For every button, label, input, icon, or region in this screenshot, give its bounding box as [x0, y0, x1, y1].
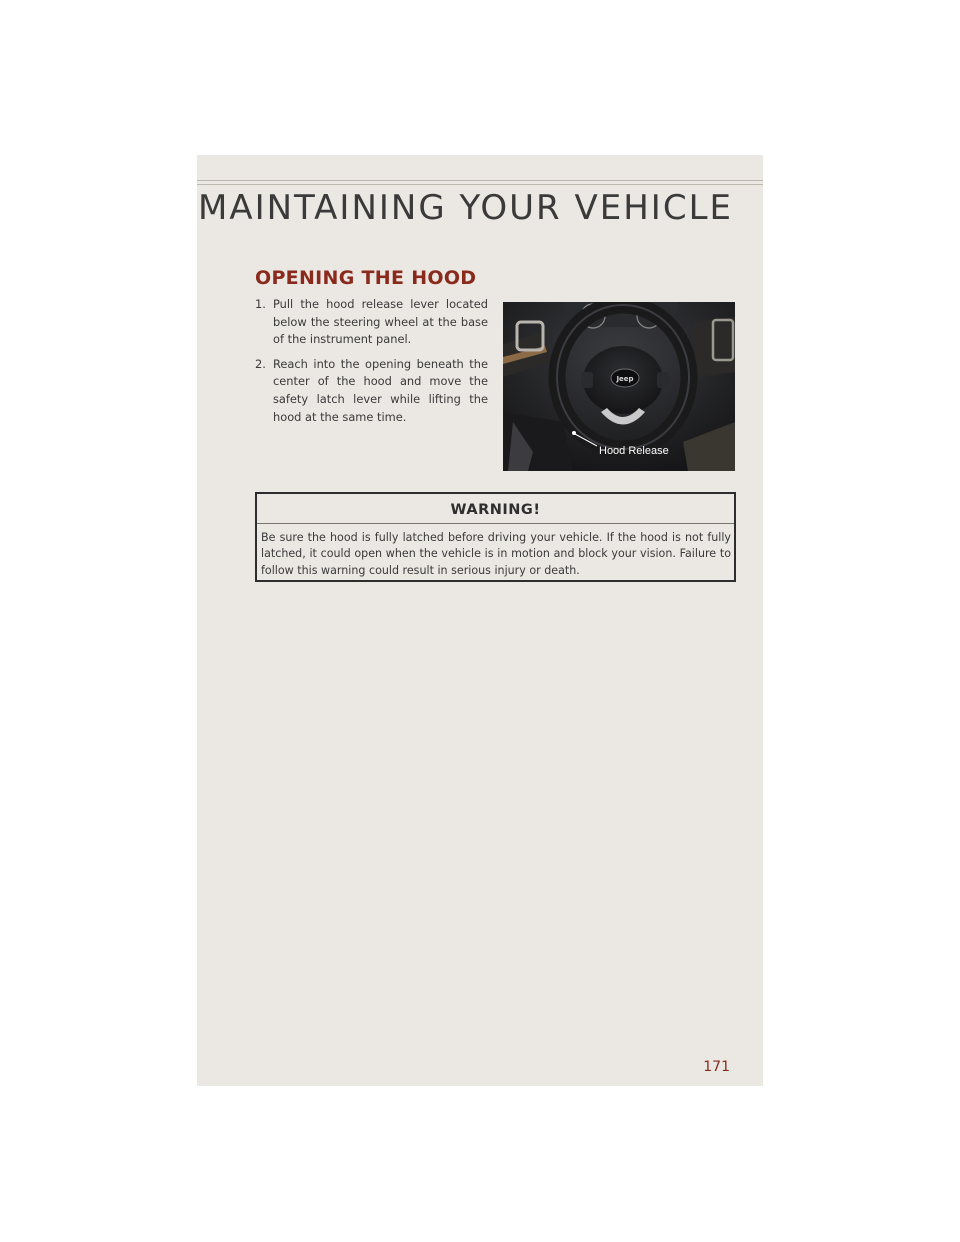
header-rule-bottom	[197, 184, 763, 185]
warning-text: Be sure the hood is fully latched before driving your vehicle. If the hood is not fully latched, it could open when the vehicle is in motion and block your vision. Failure to follow this warning could result in serious injury or death.	[261, 531, 731, 577]
steering-wheel-illustration	[503, 302, 735, 471]
topic-heading: OPENING THE HOOD	[255, 267, 477, 289]
steps-list	[255, 296, 488, 433]
jeep-badge: Jeep	[616, 375, 634, 383]
list-item	[255, 296, 488, 349]
page-number: 171	[703, 1059, 730, 1075]
manual-page	[197, 155, 763, 1086]
step-text: Pull the hood release lever located below the steering wheel at the base of the instrument panel.	[273, 297, 488, 347]
hood-release-photo	[503, 302, 735, 471]
header-rule-top	[197, 180, 763, 181]
list-item	[255, 356, 488, 426]
section-title: MAINTAINING YOUR VEHICLE	[197, 188, 733, 228]
step-number: 2.	[255, 356, 266, 371]
step-number: 1.	[255, 297, 266, 311]
warning-divider	[257, 523, 734, 524]
warning-box	[255, 492, 736, 582]
warning-title: WARNING!	[450, 502, 541, 518]
callout-hood-release: Hood Release	[599, 445, 669, 457]
step-text: Reach into the opening beneath the center of the hood and move the safety latch lever while lifting the hood at the same time.	[273, 356, 488, 424]
